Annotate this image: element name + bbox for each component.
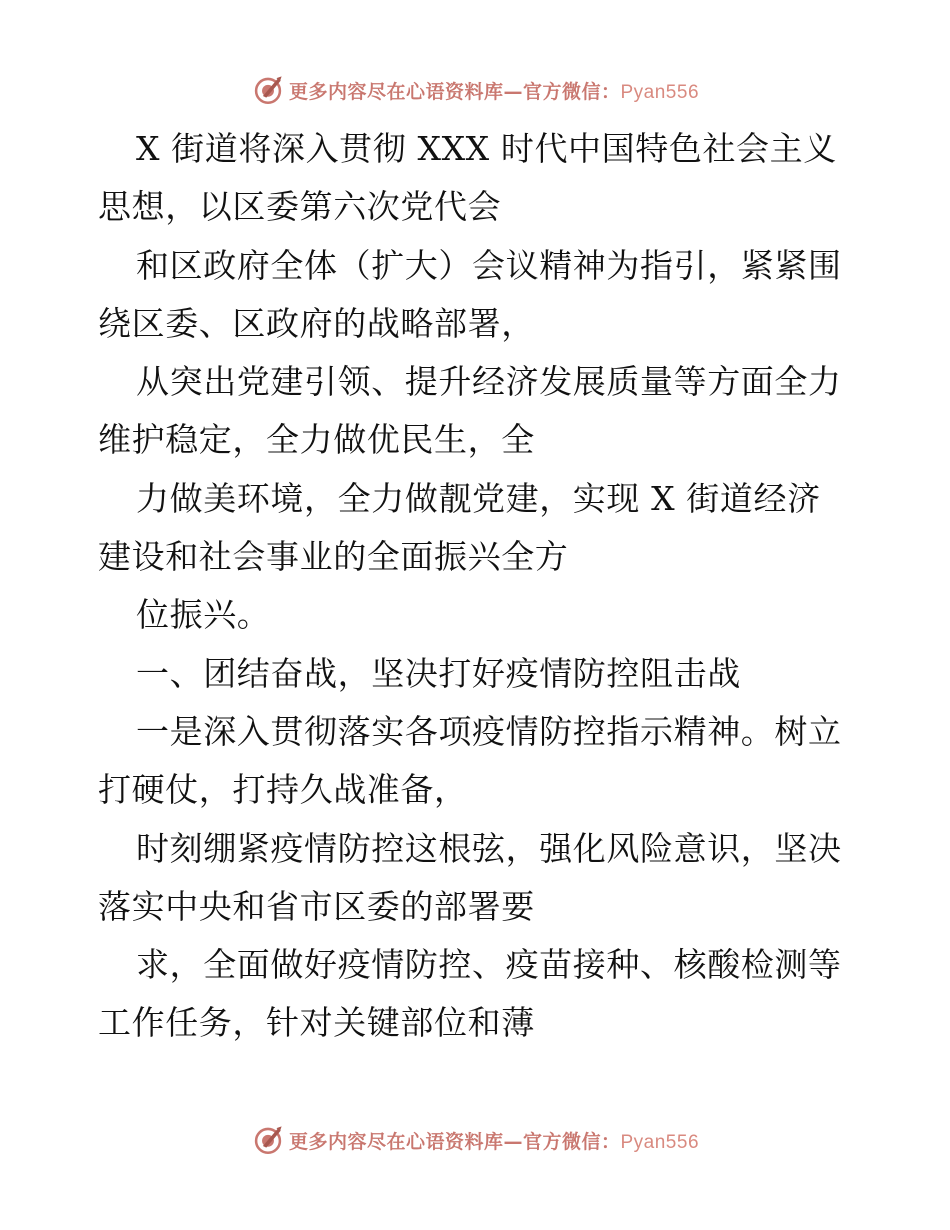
text-line: 建设和社会事业的全面振兴全方 xyxy=(98,537,569,577)
text-line: 打硬仗，打持久战准备， xyxy=(98,770,468,810)
header-watermark xyxy=(0,70,950,110)
text-line: 绕区委、区政府的战略部署， xyxy=(98,303,535,343)
document-body xyxy=(98,120,858,1053)
text-line: 一是深入贯彻落实各项疫情防控指示精神。树立 xyxy=(136,711,842,751)
text-line: 求，全面做好疫情防控、疫苗接种、核酸检测等 xyxy=(136,945,842,985)
text-line: 位振兴。 xyxy=(136,595,271,635)
text-line: 时刻绷紧疫情防控这根弦，强化风险意识，坚决 xyxy=(136,828,842,868)
quill-seal-icon xyxy=(251,1123,285,1157)
text-line: 力做美环境，全力做靓党建，实现 X 街道经济 xyxy=(136,478,821,518)
watermark-text: 更多内容尽在心语资料库—官方微信：Pyan556 xyxy=(288,1130,700,1153)
watermark-account: Pyan556 xyxy=(620,81,700,103)
text-line: 和区政府全体（扩大）会议精神为指引，紧紧围 xyxy=(136,245,842,285)
text-line: 工作任务，针对关键部位和薄 xyxy=(98,1003,535,1043)
text-line: 从突出党建引领、提升经济发展质量等方面全力 xyxy=(136,362,842,402)
watermark-text: 更多内容尽在心语资料库—官方微信：Pyan556 xyxy=(288,80,700,103)
watermark-account: Pyan556 xyxy=(620,1131,700,1153)
text-line: 落实中央和省市区委的部署要 xyxy=(98,886,535,926)
text-line: 维护稳定，全力做优民生，全 xyxy=(98,420,535,460)
quill-seal-icon xyxy=(251,73,285,107)
footer-watermark xyxy=(0,1120,950,1160)
text-line: 思想，以区委第六次党代会 xyxy=(98,187,502,227)
section-heading: 一、团结奋战，坚决打好疫情防控阻击战 xyxy=(136,653,741,693)
text-line: X 街道将深入贯彻 XXX 时代中国特色社会主义 xyxy=(136,129,837,168)
